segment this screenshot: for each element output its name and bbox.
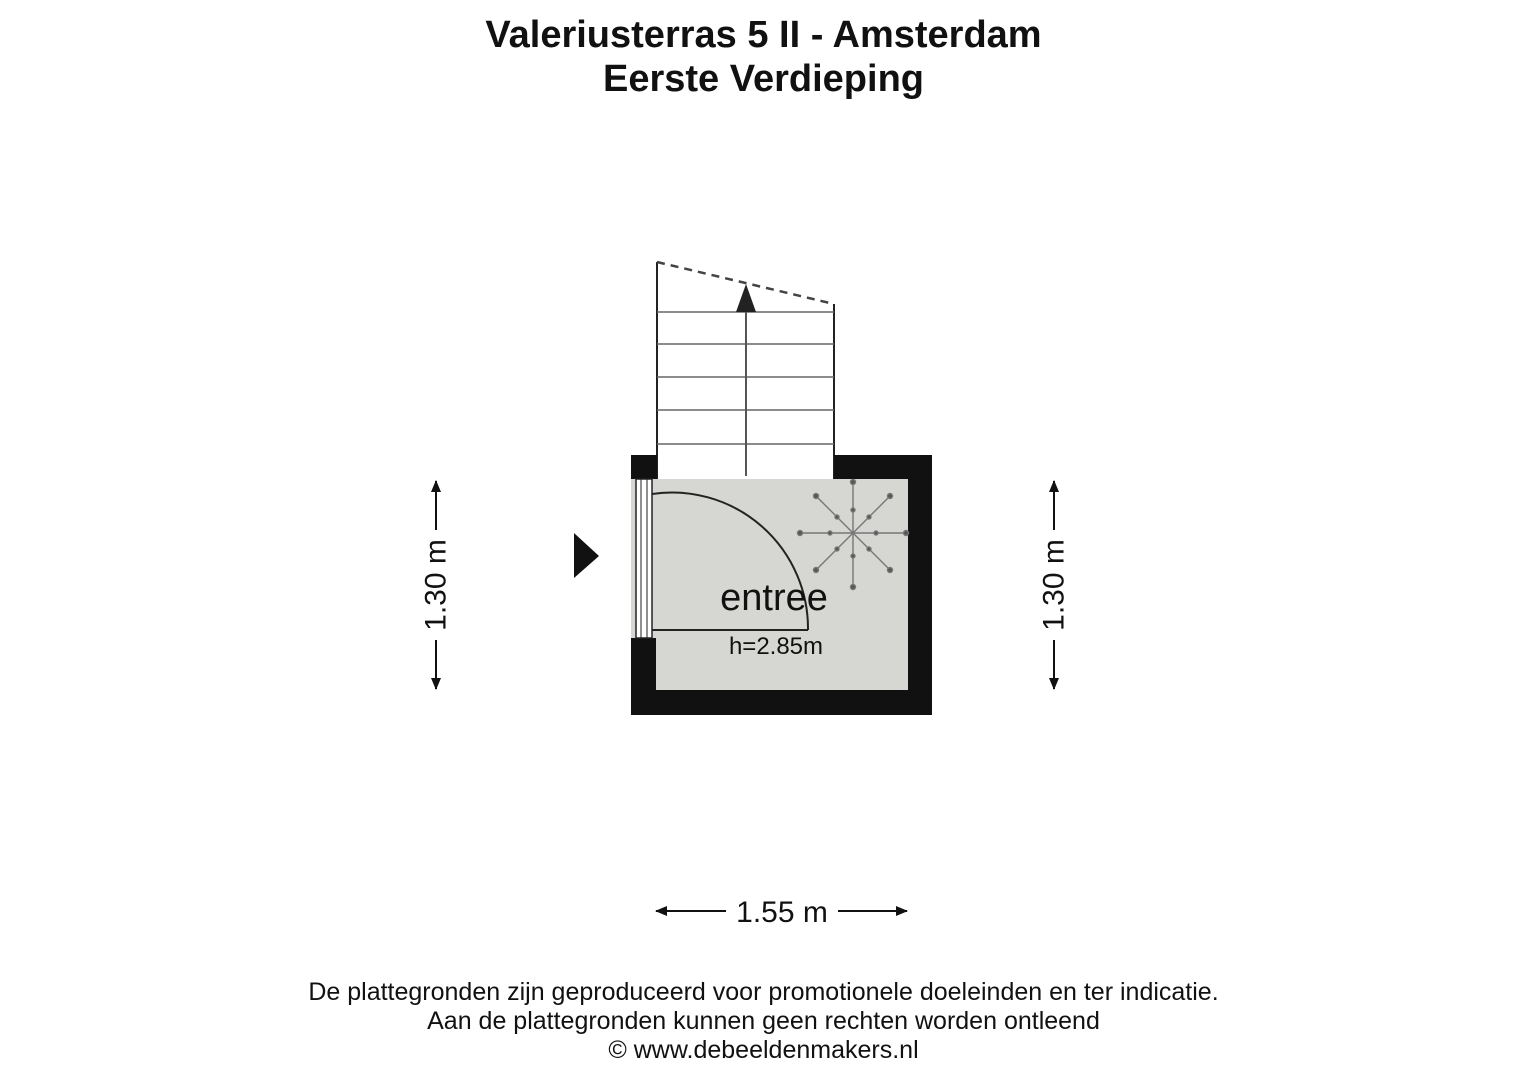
floor-subtitle: Eerste Verdieping	[602, 58, 924, 100]
room-name: entree	[720, 577, 828, 619]
door-frame	[636, 479, 652, 638]
dimension-left-label: 1.30 m	[419, 539, 453, 631]
plan-title: Valeriusterras 5 II - Amsterdam	[485, 14, 1042, 56]
entrance-arrow-icon	[574, 533, 599, 578]
dimension-right	[1038, 481, 1071, 689]
dimension-bottom	[656, 896, 907, 929]
dimension-right-label: 1.30 m	[1037, 539, 1071, 631]
copyright-line: © www.debeeldenmakers.nl	[608, 1036, 919, 1064]
dimension-bottom-label: 1.55 m	[736, 896, 828, 929]
dimension-left	[420, 481, 453, 689]
disclaimer-line-2: Aan de plattegronden kunnen geen rechten worden ontleend	[427, 1007, 1100, 1035]
staircase	[657, 262, 834, 479]
room-height: h=2.85m	[728, 633, 824, 660]
disclaimer-line-1: De plattegronden zijn geproduceerd voor promotionele doeleinden en ter indicatie.	[308, 978, 1219, 1006]
